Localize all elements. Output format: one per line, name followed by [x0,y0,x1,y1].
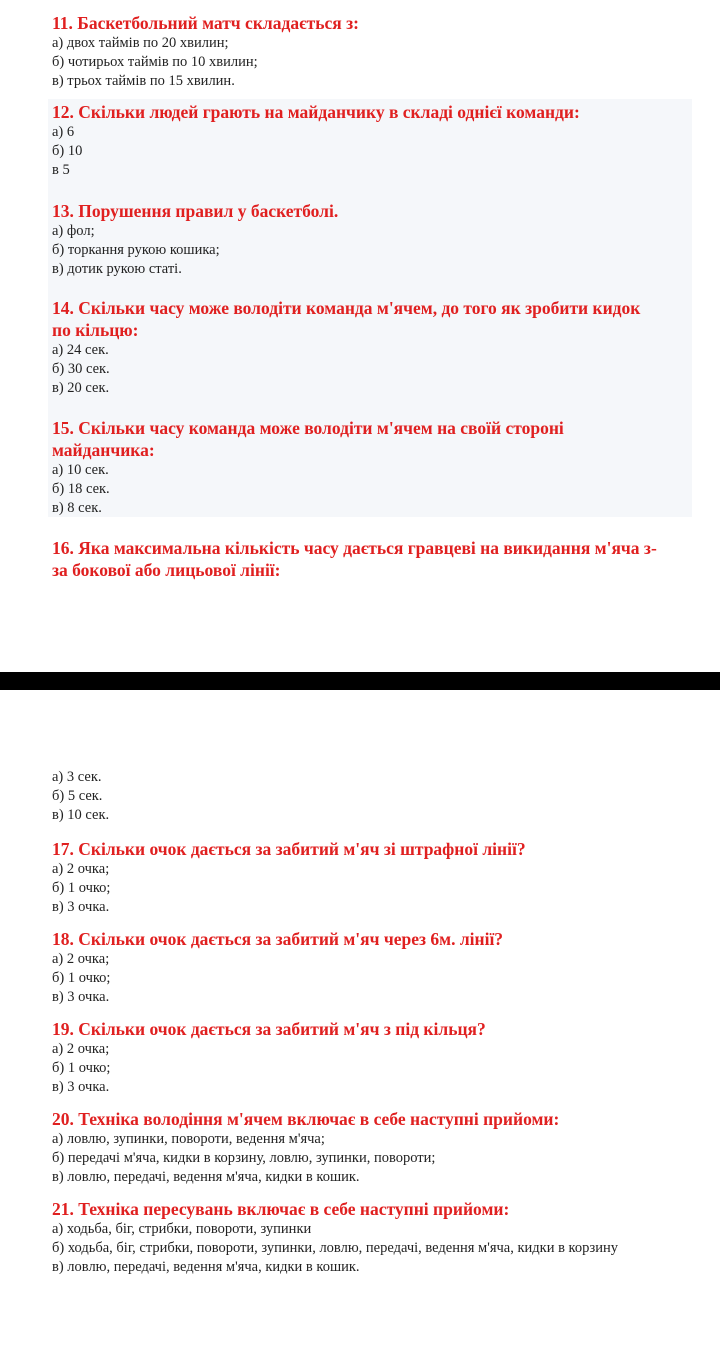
top-page-section [0,0,720,672]
question-21 [52,1198,662,1277]
question-14-title: 14. Скільки часу може володіти команда м'ячем, до того як зробити кидок по кільцю: [52,298,641,340]
question-19-option-c: в) 3 очка. [52,1079,110,1095]
question-15-option-a: а) 10 сек. [52,462,109,478]
question-13-option-a: а) фол; [52,223,95,239]
bottom-page-section [0,690,720,1370]
question-12-option-c: в 5 [52,162,70,178]
question-14 [52,297,662,398]
question-16-option-c: в) 10 сек. [52,807,110,823]
question-20-option-a: а) ловлю, зупинки, повороти, ведення м'яча; [52,1131,325,1147]
question-18-option-a: а) 2 очка; [52,951,110,967]
question-21-option-c: в) ловлю, передачі, ведення м'яча, кидки в кошик. [52,1259,360,1275]
question-13-title: 13. Порушення правил у баскетболі. [52,201,339,221]
question-17 [52,838,662,917]
question-16-title: 16. Яка максимальна кількість часу дається гравцеві на викидання м'яча з-за бокової або лицьової лінії: [52,538,657,580]
question-11-option-c: в) трьох таймів по 15 хвилин. [52,73,235,89]
question-17-title: 17. Скільки очок дається за забитий м'яч зі штрафної лінії? [52,839,526,859]
question-20-title: 20. Техніка володіння м'ячем включає в себе наступні прийоми: [52,1109,560,1129]
question-18-title: 18. Скільки очок дається за забитий м'яч через 6м. лінії? [52,929,504,949]
question-16 [52,537,662,581]
question-13-option-c: в) дотик рукою статі. [52,261,182,277]
question-11-option-a: а) двох таймів по 20 хвилин; [52,35,229,51]
question-19-option-b: б) 1 очко; [52,1060,111,1076]
question-17-option-a: а) 2 очка; [52,861,110,877]
question-17-option-c: в) 3 очка. [52,899,110,915]
question-17-option-b: б) 1 очко; [52,880,111,896]
question-12-option-b: б) 10 [52,143,83,159]
question-21-option-b: б) ходьба, біг, стрибки, повороти, зупинки, ловлю, передачі, ведення м'яча, кидки в корзину [52,1240,619,1256]
question-16-option-a: а) 3 сек. [52,769,102,785]
question-15-title: 15. Скільки часу команда може володіти м'ячем на своїй стороні майданчика: [52,418,564,460]
question-15 [52,417,662,518]
question-19-option-a: а) 2 очка; [52,1041,110,1057]
question-14-option-c: в) 20 сек. [52,380,110,396]
question-15-option-b: б) 18 сек. [52,481,110,497]
question-20-option-b: б) передачі м'яча, кидки в корзину, ловлю, зупинки, повороти; [52,1150,436,1166]
question-12-title: 12. Скільки людей грають на майданчику в складі однієї команди: [52,102,580,122]
question-16-options [52,768,662,825]
question-14-option-a: а) 24 сек. [52,342,109,358]
question-16-option-b: б) 5 сек. [52,788,103,804]
question-20 [52,1108,662,1187]
question-12 [52,101,692,180]
question-21-title: 21. Техніка пересувань включає в себе наступні прийоми: [52,1199,510,1219]
question-11-option-b: б) чотирьох таймів по 10 хвилин; [52,54,258,70]
question-18-option-c: в) 3 очка. [52,989,110,1005]
question-13 [52,200,662,279]
question-14-option-b: б) 30 сек. [52,361,110,377]
question-18 [52,928,662,1007]
question-19-title: 19. Скільки очок дається за забитий м'яч з під кільця? [52,1019,486,1039]
question-18-option-b: б) 1 очко; [52,970,111,986]
question-20-option-c: в) ловлю, передачі, ведення м'яча, кидки в кошик. [52,1169,360,1185]
question-21-option-a: а) ходьба, біг, стрибки, повороти, зупинки [52,1221,312,1237]
question-13-option-b: б) торкання рукою кошика; [52,242,220,258]
question-19 [52,1018,662,1097]
question-15-option-c: в) 8 сек. [52,500,102,516]
question-11-title: 11. Баскетбольний матч складається з: [52,13,359,33]
question-12-option-a: а) 6 [52,124,75,140]
question-11 [52,12,662,91]
screenshot-divider [0,672,720,690]
